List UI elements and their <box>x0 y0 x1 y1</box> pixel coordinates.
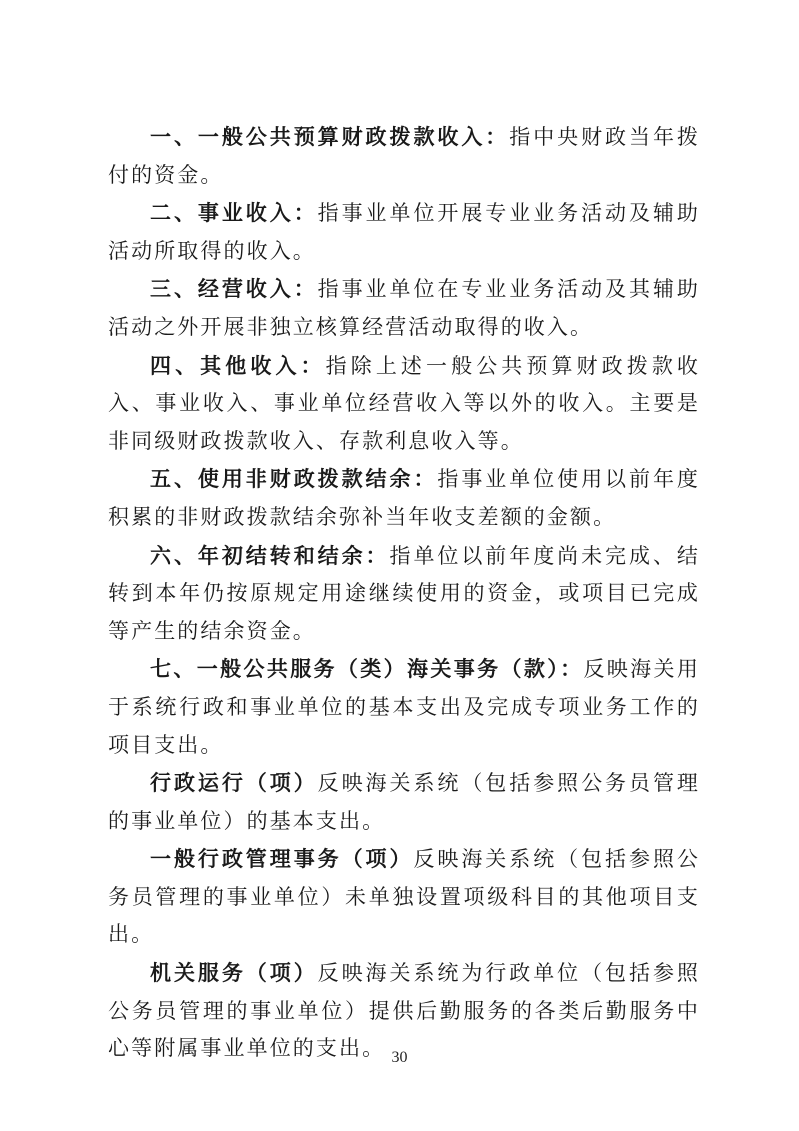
paragraph-admin-operation <box>108 764 700 840</box>
page-number: 30 <box>391 1049 408 1066</box>
paragraph-income-general-budget <box>108 118 700 194</box>
term-label: 七、一般公共服务（类）海关事务（款）： <box>150 656 584 682</box>
paragraph-general-admin-affairs <box>108 840 700 954</box>
paragraph-non-fiscal-surplus <box>108 460 700 536</box>
paragraph-income-other <box>108 347 700 461</box>
term-definition: 反映海关系统（包括参照公务员管理的事业单位）的基本支出。 <box>108 771 700 833</box>
term-definition: 指事业单位在专业业务活动及其辅助活动之外开展非独立核算经营活动取得的收入。 <box>108 277 700 339</box>
term-label: 机关服务（项） <box>150 960 318 986</box>
document-body <box>108 118 700 1068</box>
term-definition: 指中央财政当年拨付的资金。 <box>108 125 700 187</box>
paragraph-carryover <box>108 537 700 651</box>
term-definition: 指事业单位开展专业业务活动及辅助活动所取得的收入。 <box>108 201 700 263</box>
term-label: 五、使用非财政拨款结余： <box>150 466 438 492</box>
term-definition: 指事业单位使用以前年度积累的非财政拨款结余弥补当年收支差额的金额。 <box>108 467 700 529</box>
paragraph-income-business <box>108 194 700 270</box>
term-label: 六、年初结转和结余： <box>150 542 390 568</box>
term-definition: 反映海关用于系统行政和事业单位的基本支出及完成专项业务工作的项目支出。 <box>108 657 700 757</box>
paragraph-income-operating <box>108 270 700 346</box>
term-definition: 指单位以前年度尚未完成、结转到本年仍按原规定用途继续使用的资金，或项目已完成等产生的结余资金。 <box>108 543 700 643</box>
term-definition: 反映海关系统为行政单位（包括参照公务员管理的事业单位）提供后勤服务的各类后勤服务中心等附属事业单位的支出。 <box>108 961 700 1061</box>
term-definition: 指除上述一般公共预算财政拨款收入、事业收入、事业单位经营收入等以外的收入。主要是非同级财政拨款收入、存款利息收入等。 <box>108 353 701 453</box>
term-label: 二、事业收入： <box>150 200 318 226</box>
term-label: 行政运行（项） <box>150 770 318 796</box>
term-label: 三、经营收入： <box>150 276 318 302</box>
paragraph-customs-affairs <box>108 650 700 764</box>
term-label: 一般行政管理事务（项） <box>150 846 414 872</box>
term-label: 四、其他收入： <box>150 352 326 378</box>
term-label: 一、一般公共预算财政拨款收入： <box>150 124 510 149</box>
term-definition: 反映海关系统（包括参照公务员管理的事业单位）未单独设置项级科目的其他项目支出。 <box>108 847 700 947</box>
